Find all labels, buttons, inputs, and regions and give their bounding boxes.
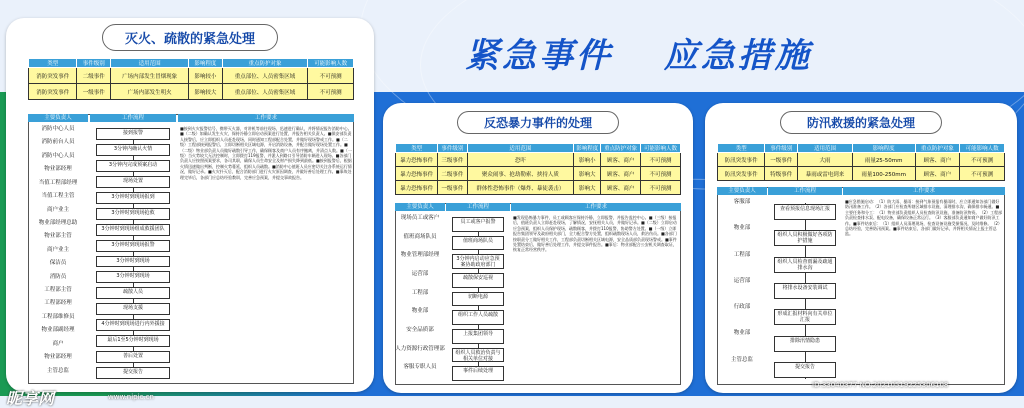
event-table	[28, 58, 354, 100]
table-row	[718, 167, 1005, 181]
table-cell: 一级事件	[77, 84, 111, 100]
requirements-text: ■应急措施启动：（1）防大雨、暴雨：接到气象预报有暴雨时，应立即通知各部门做好防汛准备工作。（2）各部门应检查所辖区域排水设施，清理排水沟，确保排水畅通。■主要任务和分工：（1）物业部负责组织人员检查防汛设施，准备防汛物资。（2）工程部负责检查排水泵、配电设备，确保设备正常运行。（3）客服部负责通知商户做好防汛工作。■事件结束后：（1）组织人员清理现场，检查设备设施受损情况，及时维修。（2）总结经验，完善防汛预案。■事件结束后，各部门做好记录，并将相关情况上报主管总监。	[845, 199, 1003, 237]
main-title-right: 应急措施	[663, 36, 812, 76]
table-cell: 暴力恐怖事件	[396, 181, 438, 195]
flow-step-box: 3分钟内完成预案启动	[96, 160, 170, 172]
table-header-cell: 可能影响人数	[641, 144, 681, 153]
role-label: 安全品质部	[406, 327, 434, 333]
table-cell: 不可预测	[641, 153, 681, 167]
table-cell: 特级事件	[765, 167, 798, 181]
table-cell: 影响大	[574, 167, 601, 181]
table-cell: 不可预测	[308, 84, 354, 100]
table-cell: 影响大	[574, 181, 601, 195]
table-cell: 大雨	[798, 153, 853, 167]
role-label: 工程部维修员	[41, 313, 75, 320]
flow-step-box: 3分钟时到现场报到	[96, 192, 170, 204]
role-label: 商户业主	[46, 206, 69, 213]
roles-column	[28, 126, 88, 381]
table-row	[29, 68, 354, 84]
table-header-cell: 可能影响人数	[960, 144, 1005, 153]
table-row	[718, 153, 1005, 167]
table-cell: 顾客、商户	[915, 167, 960, 181]
role-label: 物业部经理	[44, 166, 72, 173]
flow-step-box: 3分钟时到现场	[96, 256, 170, 268]
table-cell: 广场内部发生冒烟现象	[111, 68, 189, 84]
table-cell: 顾客、商户	[601, 153, 641, 167]
flow-step-box: 形成汇报材料向有关单位汇报	[774, 309, 836, 325]
role-label: 现场员工或客户	[400, 215, 440, 221]
table-cell: 一级事件	[438, 181, 467, 195]
role-label: 物业部	[733, 330, 751, 337]
table-cell: 广场内部发生明火	[111, 84, 189, 100]
column-header-workflow: 工作流程	[446, 203, 510, 211]
table-header-cell: 类型	[29, 59, 77, 68]
flow-step-box: 提交报告	[774, 362, 836, 378]
image-id: ID:33040377 NO:20210519225306108	[812, 381, 949, 389]
requirements-text: ■发现恐怖暴力事件，员工或顾客应保持冷静，立即报警，并报告监控中心。■（三级）接报后，值班负责人立即赶赴现场，了解情况，安抚相关人员，并做好记录。■（二级）立即启动应急预案，组织人员保护现场，疏散顾客，并拨打110报警，协助警方处置。■（一级）立即报告集团领导及政府相关部门，全力配合警方处置，组织疏散现场人员，救治伤员。■各部门按职责分工做好相关工作，工程部负责切断相关区域电源，安全品质部负责现场警戒。■事件处置结束后，做好善后处理工作，并提交事件报告。■事后：物业部配合公安机关调查取证，恢复正常经营秩序。	[513, 215, 677, 253]
requirements-column	[845, 199, 1003, 383]
role-label: 消防中心人员	[41, 152, 75, 159]
table-row	[29, 84, 354, 100]
workflow-column	[90, 126, 176, 381]
flow-step-box: 3分钟时到现场报警	[96, 240, 170, 252]
table-cell: 暴力恐怖事件	[396, 167, 438, 181]
column-header-roles: 主要负责人	[395, 203, 445, 211]
column-header-workflow: 工作流程	[90, 114, 176, 122]
role-label: 运营部	[733, 277, 751, 284]
role-label: 商户业主	[46, 246, 69, 253]
table-header-cell: 类型	[718, 144, 765, 153]
panel-title: 灭火、疏散的紧急处理	[102, 24, 278, 51]
table-cell: 顾客、商户	[601, 181, 641, 195]
table-header-cell: 重点防护对象	[915, 144, 960, 153]
table-cell: 消防突发事件	[29, 84, 77, 100]
flow-step-box: 组织工作人员疏散	[452, 310, 504, 325]
roles-column	[395, 215, 445, 383]
table-cell: 雨量25-50mm	[852, 153, 915, 167]
role-label: 运营部	[411, 271, 429, 277]
flow-step-box: 将排水设备安装调试	[774, 283, 836, 299]
table-cell: 不可预测	[641, 167, 681, 181]
table-header-cell: 影响程度	[852, 144, 915, 153]
table-cell: 群体性恐怖事件（爆炸、暴徒袭击）	[467, 181, 574, 195]
panel-title: 防汛救援的紧急处理	[780, 111, 942, 134]
role-label: 工程部主管	[44, 287, 72, 294]
table-cell: 影响小	[574, 153, 601, 167]
table-header-cell: 事件级别	[77, 59, 111, 68]
table-cell: 雨量100-250mm	[852, 167, 915, 181]
role-label: 物业部	[411, 308, 429, 315]
table-cell: 暴雨或雷电到来	[798, 167, 853, 181]
flow-step-box: 组织人员积极做好各项防护措施	[774, 230, 836, 246]
column-header-workflow: 工作流程	[768, 187, 842, 195]
table-cell: 重点部位、人员密集区域	[222, 84, 307, 100]
role-label: 当值工程部经理	[38, 179, 78, 186]
main-title-left: 紧急事件	[465, 36, 613, 76]
roles-column	[717, 199, 767, 383]
table-header-cell: 影响程度	[189, 59, 223, 68]
table-cell: 顾客、商户	[601, 167, 641, 181]
column-header-requirements: 工作要求	[843, 187, 1005, 195]
flow-step-box: 3分钟内启动应急预案协助政府部门	[452, 254, 504, 269]
panel-anti-terror	[383, 103, 693, 393]
workflow-column	[446, 215, 510, 383]
role-label: 工程部	[733, 251, 751, 258]
role-label: 工程部经理	[44, 300, 72, 307]
workflow-column	[768, 199, 842, 383]
flow-step-box: 3分钟时到现场组成救援团队	[96, 224, 170, 236]
table-cell: 防汛突发事件	[718, 167, 765, 181]
role-label: 保洁员	[49, 260, 67, 267]
flow-step-box: 事件后续处理	[452, 366, 504, 381]
table-row	[396, 181, 681, 195]
role-label: 客服部	[733, 199, 751, 205]
flow-step-box: 值班商场队员	[452, 236, 504, 251]
table-header-cell: 重点防护对象	[222, 59, 307, 68]
flow-step-box: 员工或客户报警	[452, 217, 504, 232]
table-header-cell: 重点防护对象	[601, 144, 641, 153]
column-header-requirements: 工作要求	[511, 203, 681, 211]
role-label: 消防中心人员	[41, 126, 75, 132]
flow-step-box: 组织人员检查雨漏及疏通排水沟	[774, 257, 836, 273]
table-cell: 不可预测	[641, 181, 681, 195]
flow-step-box: 现场处置	[96, 176, 170, 188]
table-header-cell: 影响程度	[574, 144, 601, 153]
table-header-cell: 类型	[396, 144, 438, 153]
table-cell: 重点部位、人员密集区域	[222, 68, 307, 84]
event-table	[395, 143, 681, 195]
watermark-url: www.nipic.cn	[108, 393, 154, 401]
role-label: 主管总监	[46, 367, 69, 374]
role-label: 行政部	[733, 304, 751, 311]
requirements-column	[513, 215, 679, 383]
flow-step-box: 提交报告	[96, 367, 170, 379]
role-label: 值班商场队员	[403, 233, 437, 240]
table-header-cell: 适用范围	[111, 59, 189, 68]
panel-title: 反恐暴力事件的处理	[457, 111, 619, 134]
table-cell: 不可预测	[308, 68, 354, 84]
column-header-roles: 主要负责人	[28, 114, 88, 122]
table-cell: 影响较小	[189, 68, 223, 84]
panel-flood-rescue	[705, 103, 1017, 393]
role-label: 消防前台人员	[41, 139, 75, 146]
role-label: 物业部副经理	[41, 327, 75, 334]
role-label: 当值工程主管	[41, 193, 75, 200]
event-table	[717, 143, 1005, 181]
table-cell: 二级事件	[77, 68, 111, 84]
requirements-text: ■接到火灾报警信号，携带灭火器，对讲机等前往现场，迅速进行确认，并将情况报告消防中心。■（二级）如确认发生火灾，保持冷静立即启动预案进行处置，并报告相关负责人。■保安部负责人接警后，应立即组织人员赶赴现场，同时通知工程部配合处置，并做好现场警戒工作。■（二级）工程部接到报警后，立即切断相关区域电源，开启消防设备，并配合做好现场处置工作。■（二级）物业部负责人员做好疏散引导工作，确保顾客及商户人员有序撤离，并清点人数。■（一级）当火势较大无法控制时，立即拨打119报警，并派人到路口引导消防车辆进入现场。■各部门负责人应按照预案要求，各司其职，确保人员生命安全及财产损失降到最低。■接到报警后，根据火情迅速做出判断，控制火势蔓延，组织人员疏散。■消防中心值班人员应密切关注各系统运行情况，做好记录。■火灾扑灭后，配合消防部门进行火灾原因调查，并做好善后处理工作。■事故处理完毕后，各部门应总结经验教训，完善应急预案，并提交事故报告。	[180, 126, 352, 180]
flow-step-box: 切断电源	[452, 292, 504, 307]
flow-step-box: 现场支援	[96, 303, 170, 315]
flow-step-box: 上报集团领导	[452, 329, 504, 344]
role-label: 工程部	[411, 289, 429, 296]
table-header-cell: 事件级别	[438, 144, 467, 153]
role-label: 物业部	[733, 225, 751, 232]
table-cell: 暴力恐怖事件	[396, 153, 438, 167]
flow-step-box: 组织人员救治负责与相关单位对接	[452, 348, 504, 363]
flow-step-box: 善后处置	[96, 351, 170, 363]
table-cell: 恐吓	[467, 153, 574, 167]
table-cell: 不可预测	[960, 153, 1005, 167]
role-label: 物业管理部经理	[400, 252, 440, 259]
flow-step-box: 疏散保安巡视	[452, 273, 504, 288]
role-label: 物业部经理总助	[38, 219, 78, 226]
role-label: 消防员	[49, 273, 67, 280]
table-cell: 不可预测	[960, 167, 1005, 181]
role-label: 客服专职人员	[403, 364, 437, 371]
flow-step-box: 3分钟时到现场	[96, 271, 170, 283]
flow-step-box: 3分钟内确认火情	[96, 144, 170, 156]
flow-step-box: 排除汛情隐患	[774, 336, 836, 352]
flow-step-box: 查看预报信息现场汇报	[774, 204, 836, 220]
table-header-cell: 事件级别	[765, 144, 798, 153]
table-row	[396, 167, 681, 181]
role-label: 主管总监	[730, 356, 753, 363]
table-cell: 三级事件	[438, 153, 467, 167]
panel-fire-evacuation	[6, 18, 374, 392]
table-cell: 防汛突发事件	[718, 153, 765, 167]
role-label: 物业部经理	[44, 354, 72, 361]
table-header-cell: 适用范围	[467, 144, 574, 153]
column-header-requirements: 工作要求	[178, 114, 354, 122]
table-cell: 顾客、商户	[915, 153, 960, 167]
table-cell: 聚众闹事、抢劫勒索、挟持人质	[467, 167, 574, 181]
requirements-column	[180, 126, 352, 381]
role-label: 人力资源行政管理部	[395, 345, 445, 352]
flow-step-box: 疏散人员	[96, 287, 170, 299]
watermark-logo: 昵享网	[6, 389, 55, 408]
table-header-cell: 适用范围	[798, 144, 853, 153]
table-cell: 一级事件	[765, 153, 798, 167]
column-header-roles: 主要负责人	[717, 187, 767, 195]
flow-step-box: 4分钟时到现场进行内外援接	[96, 319, 170, 331]
flow-step-box: 最后1至5分钟时到现场	[96, 335, 170, 347]
table-cell: 二级事件	[438, 167, 467, 181]
role-label: 商户	[52, 340, 64, 347]
main-title	[465, 28, 848, 77]
table-cell: 消防突发事件	[29, 68, 77, 84]
role-label: 物业部主管	[44, 233, 72, 240]
table-header-cell: 可能影响人数	[308, 59, 354, 68]
table-row	[396, 153, 681, 167]
flow-step-box: 接到报警	[96, 128, 170, 140]
flow-step-box: 3分钟时到现场抢救	[96, 208, 170, 220]
table-cell: 影响较大	[189, 84, 223, 100]
